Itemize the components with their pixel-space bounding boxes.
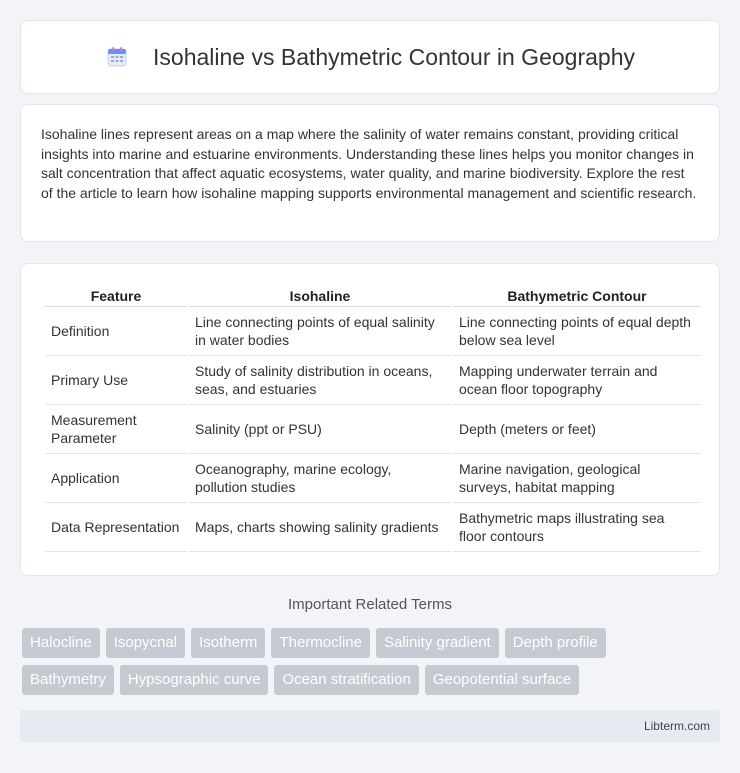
row-bathymetric: Depth (meters or feet) bbox=[453, 405, 701, 454]
calendar-grid-icon bbox=[105, 45, 129, 69]
tag-row bbox=[22, 628, 722, 658]
table-header-row bbox=[45, 284, 701, 307]
tag-depth-profile[interactable]: Depth profile bbox=[505, 628, 606, 658]
table-row bbox=[45, 307, 701, 356]
tag-row bbox=[22, 665, 722, 695]
header-bathymetric: Bathymetric Contour bbox=[453, 284, 701, 307]
row-isohaline: Salinity (ppt or PSU) bbox=[189, 405, 451, 454]
row-feature: Data Representation bbox=[45, 503, 187, 552]
row-isohaline: Maps, charts showing salinity gradients bbox=[189, 503, 451, 552]
row-bathymetric: Bathymetric maps illustrating sea floor contours bbox=[453, 503, 701, 552]
related-terms-heading: Important Related Terms bbox=[288, 596, 452, 613]
row-isohaline: Line connecting points of equal salinity in water bodies bbox=[189, 307, 451, 356]
row-isohaline: Oceanography, marine ecology, pollution studies bbox=[189, 454, 451, 503]
comparison-table bbox=[43, 284, 703, 552]
title-card bbox=[20, 20, 720, 94]
row-feature: Primary Use bbox=[45, 356, 187, 405]
row-feature: Measurement Parameter bbox=[45, 405, 187, 454]
table-row bbox=[45, 405, 701, 454]
tag-geopotential-surface[interactable]: Geopotential surface bbox=[425, 665, 579, 695]
comparison-table-card bbox=[20, 263, 720, 576]
row-bathymetric: Mapping underwater terrain and ocean floor topography bbox=[453, 356, 701, 405]
footer bbox=[20, 710, 720, 742]
tag-halocline[interactable]: Halocline bbox=[22, 628, 100, 658]
table-row bbox=[45, 503, 701, 552]
tag-isopycnal[interactable]: Isopycnal bbox=[106, 628, 185, 658]
row-feature: Application bbox=[45, 454, 187, 503]
page-title: Isohaline vs Bathymetric Contour in Geography bbox=[153, 43, 635, 70]
row-bathymetric: Marine navigation, geological surveys, habitat mapping bbox=[453, 454, 701, 503]
tag-isotherm[interactable]: Isotherm bbox=[191, 628, 265, 658]
tag-thermocline[interactable]: Thermocline bbox=[271, 628, 370, 658]
tag-bathymetry[interactable]: Bathymetry bbox=[22, 665, 114, 695]
table-row bbox=[45, 454, 701, 503]
tag-salinity-gradient[interactable]: Salinity gradient bbox=[376, 628, 499, 658]
header-feature: Feature bbox=[45, 284, 187, 307]
row-feature: Definition bbox=[45, 307, 187, 356]
table-row bbox=[45, 356, 701, 405]
intro-paragraph: Isohaline lines represent areas on a map where the salinity of water remains constant, providing critical insights into marine and estuarine environments. Understanding these lines helps you monitor changes in salt concentration that affect aquatic ecosystems, water quality, and marine biodiversity. Explore the rest of the article to learn how isohaline mapping supports environmental management and scientific research. bbox=[41, 126, 697, 201]
tag-hypsographic-curve[interactable]: Hypsographic curve bbox=[120, 665, 269, 695]
header-isohaline: Isohaline bbox=[189, 284, 451, 307]
related-terms-tags bbox=[22, 628, 722, 702]
row-isohaline: Study of salinity distribution in oceans, seas, and estuaries bbox=[189, 356, 451, 405]
tag-ocean-stratification[interactable]: Ocean stratification bbox=[274, 665, 418, 695]
footer-site-link[interactable]: Libterm.com bbox=[643, 719, 710, 733]
row-bathymetric: Line connecting points of equal depth below sea level bbox=[453, 307, 701, 356]
intro-card bbox=[20, 104, 720, 242]
